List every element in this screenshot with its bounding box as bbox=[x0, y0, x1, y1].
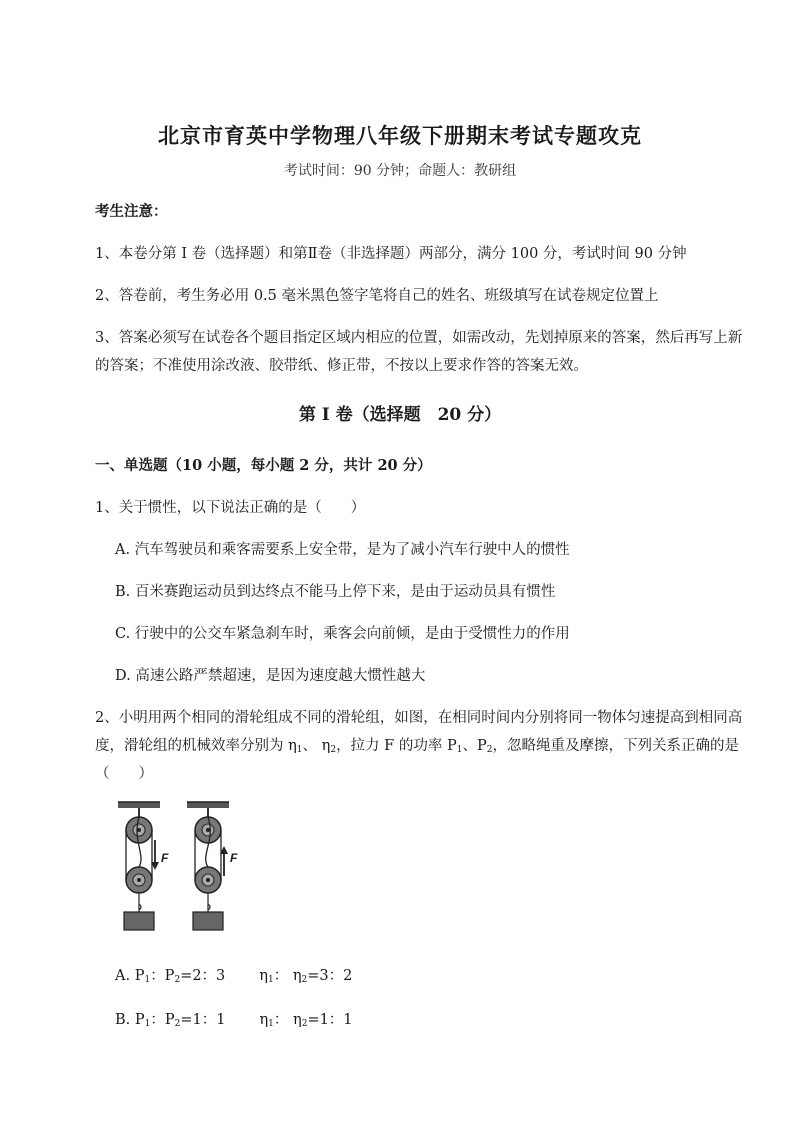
question-1-option-a: A. 汽车驾驶员和乘客需要系上安全带，是为了减小汽车行驶中人的惯性 bbox=[115, 542, 570, 558]
section-title: 第 I 卷（选择题 20 分） bbox=[298, 405, 502, 425]
question-1-option-c: C. 行驶中的公交车紧急刹车时，乘客会向前倾，是由于受惯性力的作用 bbox=[115, 626, 570, 642]
weight-right bbox=[193, 912, 223, 930]
question-2-option-a: A. $P_1$：$P_2=2$：3 $\eta_1$： $\eta_2=3$：2 bbox=[115, 968, 353, 985]
question-1-stem: 1、关于惯性，以下说法正确的是（ ） bbox=[95, 500, 366, 516]
pulley-system-figure bbox=[110, 800, 260, 942]
question-2-stem-line-1: 2、小明用两个相同的滑轮组成不同的滑轮组，如图，在相同时间内分别将同一物体匀速提高到相同高 bbox=[95, 710, 743, 726]
force-label-left: F bbox=[161, 851, 169, 865]
question-2-stem-line-3: （ ） bbox=[95, 766, 153, 782]
question-2-option-b: B. $P_1$：$P_2=1$：1 $\eta_1$： $\eta_2=1$：1 bbox=[115, 1012, 353, 1029]
notice-item-3: 3、答案必须写在试卷各个题目指定区域内相应的位置，如需改动，先划掉原来的答案，然后再写上新的答案；不准使用涂改液、胶带纸、修正带，不按以上要求作答的答案无效。 bbox=[95, 330, 743, 374]
ceiling-right bbox=[187, 802, 229, 808]
part-heading: 一、单选题（10 小题，每小题 2 分，共计 20 分） bbox=[95, 457, 432, 474]
exam-info: 考试时间：90 分钟；命题人：教研组 bbox=[283, 163, 517, 179]
weight-left bbox=[124, 912, 154, 930]
force-label-right: F bbox=[230, 851, 238, 865]
ceiling-left bbox=[118, 802, 160, 808]
notice-heading: 考生注意： bbox=[95, 203, 168, 220]
notice-item-1: 1、本卷分第 I 卷（选择题）和第Ⅱ卷（非选择题）两部分，满分 100 分，考试时间 90 分钟 bbox=[95, 246, 687, 262]
notice-item-2: 2、答卷前，考生务必用 0.5 毫米黑色签字笔将自己的姓名、班级填写在试卷规定位置上 bbox=[95, 288, 659, 304]
question-1-option-b: B. 百米赛跑运动员到达终点不能马上停下来，是由于运动员具有惯性 bbox=[115, 584, 556, 600]
question-2-stem-line-2: 度，滑轮组的机械效率分别为 $\eta_1$、 $\eta_2$，拉力 F 的功率 $P_1$、$P_2$，忽略绳重及摩擦，下列关系正确的是 bbox=[95, 738, 739, 755]
page-title: 北京市育英中学物理八年级下册期末考试专题攻克 bbox=[158, 123, 642, 148]
question-1-option-d: D. 高速公路严禁超速，是因为速度越大惯性越大 bbox=[115, 668, 426, 684]
